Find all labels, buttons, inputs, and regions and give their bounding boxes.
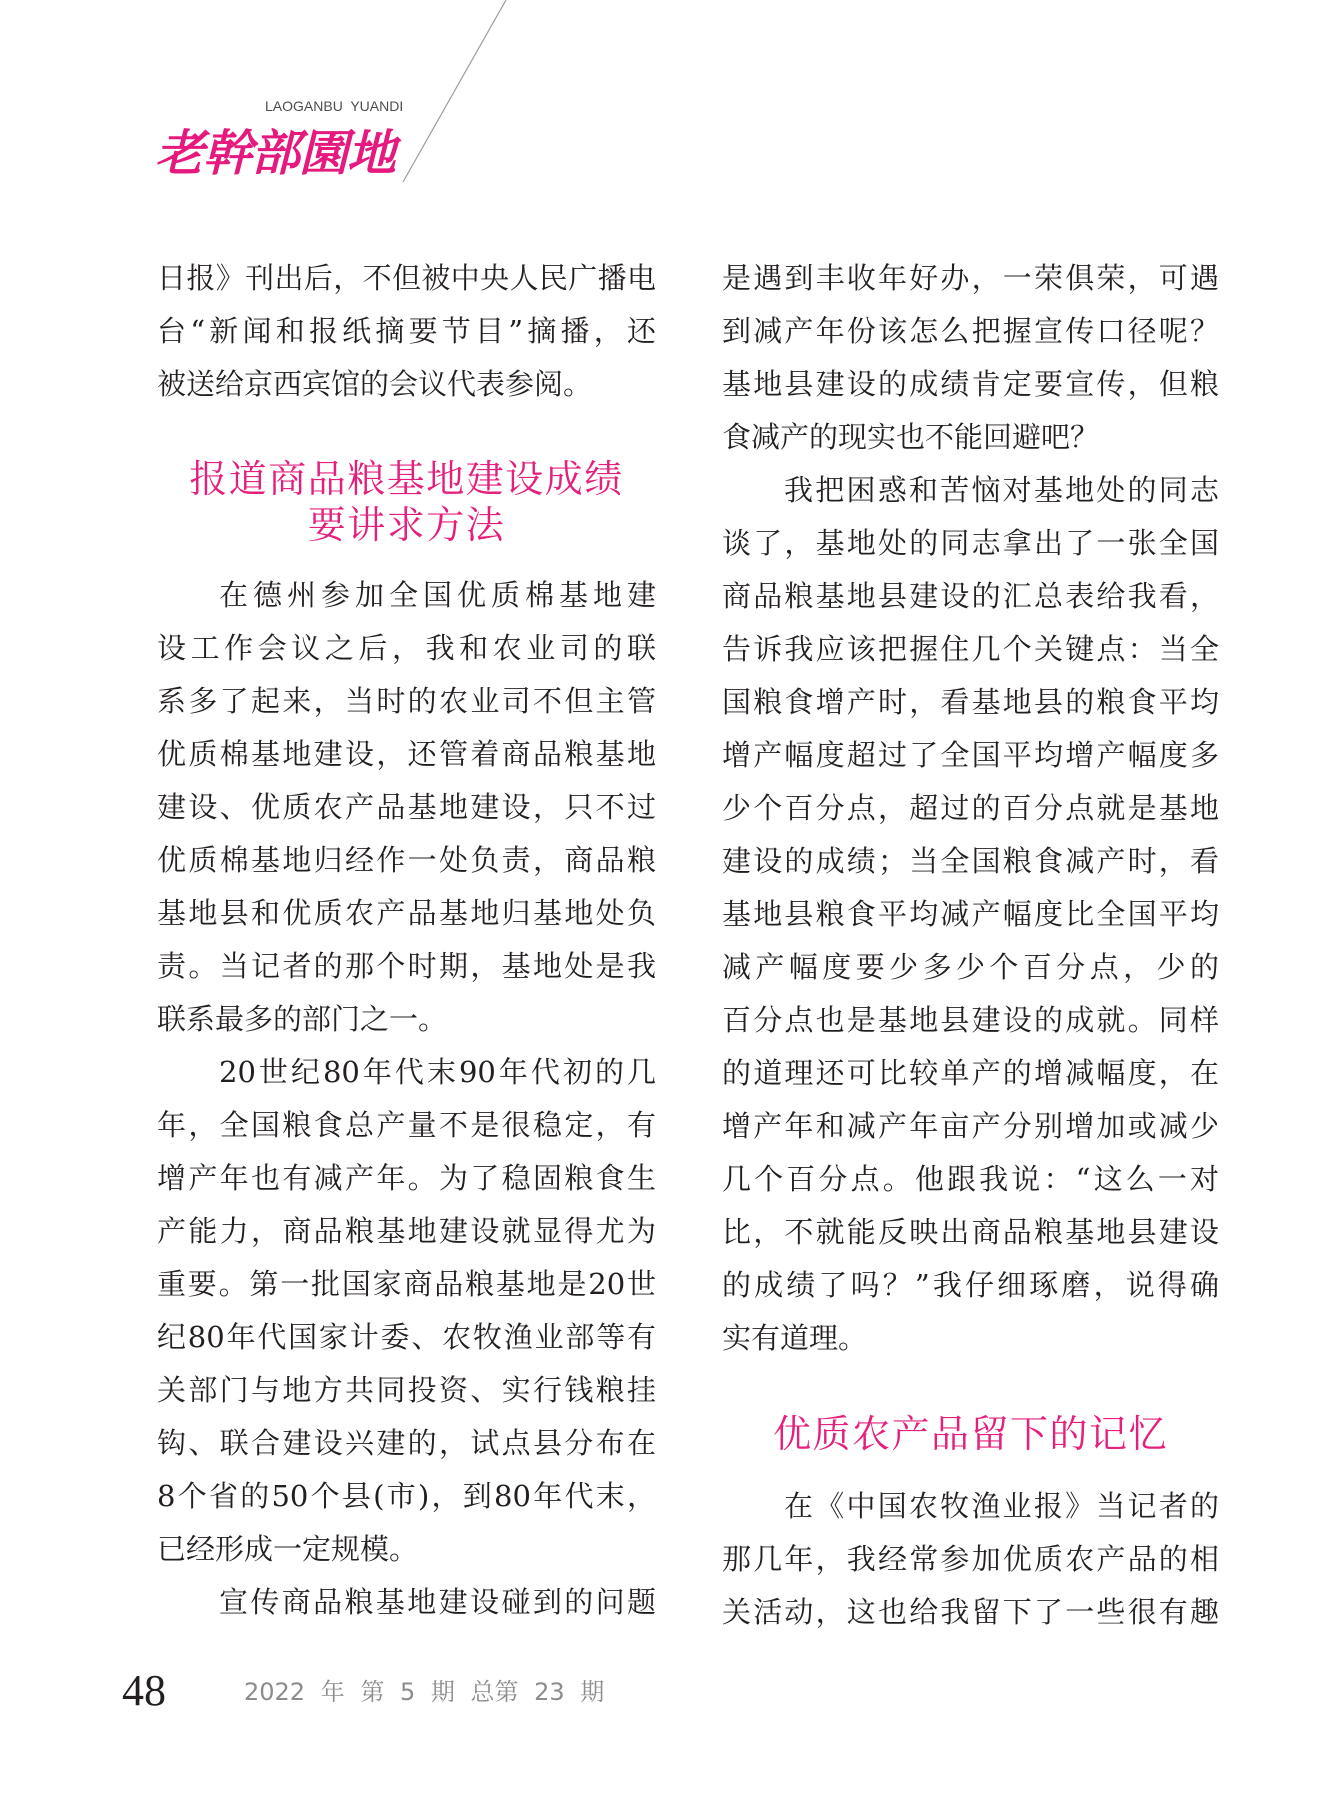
text-line: 被送给京西宾馆的会议代表参阅。 bbox=[157, 367, 593, 401]
text-line: 建设的成绩；当全国粮食减产时，看 bbox=[722, 844, 1219, 878]
heading-line: 优质农产品留下的记忆 bbox=[772, 1412, 1168, 1456]
text-line: 少个百分点，超过的百分点就是基地 bbox=[722, 791, 1219, 825]
text-line: 纪80年代国家计委、农牧渔业部等有 bbox=[157, 1320, 656, 1354]
text-line: 设工作会议之后，我和农业司的联 bbox=[157, 631, 656, 665]
text-line: 基地县建设的成绩肯定要宣传，但粮 bbox=[722, 367, 1219, 401]
text-line: 的道理还可比较单产的增减幅度，在 bbox=[722, 1056, 1219, 1090]
paragraph bbox=[722, 1480, 1219, 1639]
issue-info: 2022 年 第 5 期 总第 23 期 bbox=[244, 1678, 605, 1706]
text-line: 联系最多的部门之一。 bbox=[157, 1002, 448, 1036]
text-line: 食减产的现实也不能回避吧？ bbox=[722, 420, 1100, 454]
text-line: 基地县粮食平均减产幅度比全国平均 bbox=[722, 897, 1219, 931]
text-line: 增产幅度超过了全国平均增产幅度多 bbox=[722, 738, 1219, 772]
text-line: 台“新闻和报纸摘要节目”摘播，还 bbox=[157, 314, 656, 348]
text-line: 已经形成一定规模。 bbox=[157, 1532, 419, 1566]
text-line: 的成绩了吗？”我仔细琢磨，说得确 bbox=[722, 1268, 1219, 1302]
section-heading bbox=[157, 457, 656, 548]
text-line: 产能力，商品粮基地建设就显得尤为 bbox=[157, 1214, 656, 1248]
text-line: 比，不就能反映出商品粮基地县建设 bbox=[722, 1215, 1219, 1249]
text-line: 优质棉基地归经作一处负责，商品粮 bbox=[157, 843, 656, 877]
text-line: 关部门与地方共同投资、实行钱粮挂 bbox=[157, 1373, 656, 1407]
text-line: 那几年，我经常参加优质农产品的相 bbox=[722, 1541, 1219, 1576]
heading-line: 要讲求方法 bbox=[307, 502, 506, 547]
text-line: 年，全国粮食总产量不是很稳定，有 bbox=[157, 1108, 656, 1142]
text-line: 日报》刊出后，不但被中央人民广播电 bbox=[157, 261, 656, 295]
continued-paragraph bbox=[157, 252, 656, 411]
text-line: 国粮食增产时，看基地县的粮食平均 bbox=[722, 685, 1219, 719]
text-line: 商品粮基地县建设的汇总表给我看， bbox=[722, 579, 1219, 613]
text-line: 减产幅度要少多少个百分点，少的 bbox=[722, 950, 1219, 984]
masthead-pinyin: LAOGANBU YUANDI bbox=[265, 98, 404, 114]
text-line: 关活动，这也给我留下了一些很有趣 bbox=[722, 1594, 1219, 1629]
text-line: 我把困惑和苦恼对基地处的同志 bbox=[784, 473, 1219, 507]
paragraph bbox=[157, 569, 656, 1046]
text-line: 谈了，基地处的同志拿出了一张全国 bbox=[722, 526, 1219, 560]
masthead-logo: 老幹部園地 bbox=[155, 124, 396, 182]
text-line: 8个省的50个县(市)，到80年代末， bbox=[157, 1479, 656, 1513]
paragraph bbox=[722, 464, 1219, 1365]
text-line: 建设、优质农产品基地建设，只不过 bbox=[157, 790, 656, 824]
text-line: 是遇到丰收年好办，一荣俱荣，可遇 bbox=[722, 261, 1219, 295]
section-heading bbox=[722, 1412, 1219, 1458]
text-line: 重要。第一批国家商品粮基地是20世 bbox=[157, 1267, 656, 1301]
text-line: 增产年也有减产年。为了稳固粮食生 bbox=[157, 1161, 656, 1195]
text-line: 系多了起来，当时的农业司不但主管 bbox=[157, 684, 656, 718]
text-line: 百分点也是基地县建设的成就。同样 bbox=[722, 1003, 1219, 1037]
text-line: 钩、联合建设兴建的，试点县分布在 bbox=[157, 1426, 656, 1460]
text-line: 优质棉基地建设，还管着商品粮基地 bbox=[157, 737, 656, 771]
heading-line: 报道商品粮基地建设成绩 bbox=[189, 457, 624, 501]
text-line: 到减产年份该怎么把握宣传口径呢？ bbox=[722, 314, 1219, 348]
text-line: 在《中国农牧渔业报》当记者的 bbox=[784, 1488, 1219, 1523]
text-line: 20世纪80年代末90年代初的几 bbox=[219, 1055, 656, 1089]
text-line: 基地县和优质农产品基地归基地处负 bbox=[157, 896, 656, 930]
text-line: 实有道理。 bbox=[722, 1321, 868, 1355]
paragraph bbox=[157, 1046, 656, 1576]
paragraph bbox=[157, 1576, 656, 1629]
text-line: 宣传商品粮基地建设碰到的问题 bbox=[219, 1585, 656, 1619]
text-line: 几个百分点。他跟我说：“这么一对 bbox=[722, 1162, 1219, 1196]
text-line: 增产年和减产年亩产分别增加或减少 bbox=[722, 1109, 1219, 1143]
page-number: 48 bbox=[122, 1666, 166, 1715]
right-column bbox=[722, 0, 1219, 1700]
text-line: 责。当记者的那个时期，基地处是我 bbox=[157, 949, 656, 983]
text-line: 在德州参加全国优质棉基地建 bbox=[219, 578, 656, 612]
text-line: 告诉我应该把握住几个关键点：当全 bbox=[722, 632, 1219, 666]
left-column bbox=[157, 0, 656, 1700]
continued-paragraph bbox=[722, 252, 1219, 464]
